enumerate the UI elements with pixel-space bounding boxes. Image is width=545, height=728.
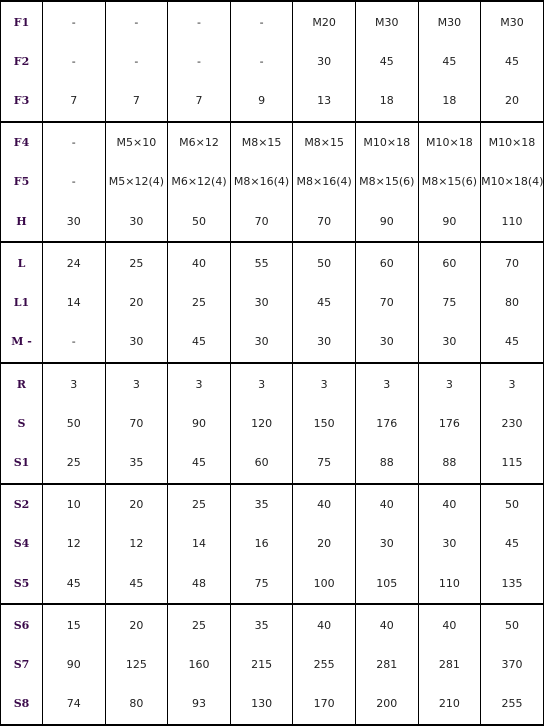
table-cell: 25 [168,604,231,646]
table-cell: 160 [168,646,231,684]
table-cell: 210 [418,683,481,725]
table-cell: 20 [105,604,168,646]
row-label: S2 [1,484,43,526]
table-cell: 70 [105,404,168,442]
table-cell: 3 [418,363,481,405]
table-cell: 7 [43,80,106,122]
table-cell: 18 [355,80,418,122]
table-cell: 30 [355,321,418,363]
table-row [1,122,544,164]
table-cell: 30 [293,321,356,363]
table-cell: 45 [481,43,544,81]
table-cell: 12 [43,525,106,563]
table-cell: 75 [293,442,356,484]
table-cell: 45 [418,43,481,81]
table-cell: 30 [293,43,356,81]
table-cell: 30 [355,525,418,563]
row-label: S5 [1,563,43,605]
table-cell: 35 [230,484,293,526]
table-cell: 30 [105,201,168,243]
row-label: L [1,242,43,284]
table-cell: 40 [418,484,481,526]
table-cell: 30 [43,201,106,243]
table-cell: M8×15 [230,122,293,164]
table-cell: 176 [418,404,481,442]
table-cell: 93 [168,683,231,725]
table-cell: 40 [355,484,418,526]
table-cell: 40 [293,484,356,526]
table-cell: - [43,163,106,201]
table-cell: 25 [168,484,231,526]
table-cell: 45 [481,525,544,563]
table-cell: 18 [418,80,481,122]
table-cell: - [168,1,231,43]
table-cell: 3 [481,363,544,405]
table-cell: M20 [293,1,356,43]
table-row [1,1,544,43]
table-row [1,683,544,725]
table-cell: 3 [293,363,356,405]
table-cell: 16 [230,525,293,563]
table-row [1,604,544,646]
table-cell: 80 [481,284,544,322]
row-label: F4 [1,122,43,164]
table-cell: 40 [418,604,481,646]
table-cell: 255 [293,646,356,684]
table-cell: 70 [230,201,293,243]
table-row [1,525,544,563]
table-cell: - [105,43,168,81]
table-cell: 20 [293,525,356,563]
table-cell: 176 [355,404,418,442]
table-row [1,163,544,201]
table-cell: 30 [418,525,481,563]
table-row [1,321,544,363]
table-cell: 10 [43,484,106,526]
table-cell: - [230,43,293,81]
table-cell: 100 [293,563,356,605]
table-cell: 15 [43,604,106,646]
table-cell: - [43,122,106,164]
table-cell: - [105,1,168,43]
table-cell: 130 [230,683,293,725]
table-cell: 370 [481,646,544,684]
row-label: H [1,201,43,243]
table-cell: M5×10 [105,122,168,164]
table-row [1,43,544,81]
table-cell: M6×12 [168,122,231,164]
table-cell: 3 [168,363,231,405]
table-cell: 20 [105,484,168,526]
table-cell: - [230,1,293,43]
table-cell: 60 [355,242,418,284]
table-cell: 20 [105,284,168,322]
table-cell: 90 [43,646,106,684]
table-cell: 50 [481,604,544,646]
table-cell: 30 [230,321,293,363]
table-cell: 281 [418,646,481,684]
table-cell: 88 [418,442,481,484]
row-label: S7 [1,646,43,684]
table-cell: 14 [43,284,106,322]
table-cell: M30 [418,1,481,43]
table-cell: 45 [43,563,106,605]
table-cell: 45 [168,442,231,484]
table-cell: 25 [43,442,106,484]
row-label: S6 [1,604,43,646]
table-cell: 30 [230,284,293,322]
table-cell: 105 [355,563,418,605]
table-row [1,404,544,442]
table-cell: 135 [481,563,544,605]
table-cell: 110 [418,563,481,605]
table-cell: - [168,43,231,81]
table-cell: M8×16(4) [230,163,293,201]
table-cell: 40 [355,604,418,646]
table-row [1,484,544,526]
table-cell: M8×15(6) [355,163,418,201]
table-cell: - [43,1,106,43]
table-cell: 45 [355,43,418,81]
table-cell: 255 [481,683,544,725]
row-label: S [1,404,43,442]
table-cell: 90 [168,404,231,442]
table-cell: 30 [105,321,168,363]
table-cell: 24 [43,242,106,284]
table-cell: 90 [418,201,481,243]
row-label: F2 [1,43,43,81]
table-cell: - [43,43,106,81]
table-cell: 50 [293,242,356,284]
table-cell: M8×16(4) [293,163,356,201]
table-cell: 75 [418,284,481,322]
table-cell: 45 [105,563,168,605]
table-cell: 50 [168,201,231,243]
table-cell: 150 [293,404,356,442]
table-cell: M10×18(4) [481,163,544,201]
table-cell: M8×15(6) [418,163,481,201]
table-row [1,284,544,322]
table-cell: 48 [168,563,231,605]
table-cell: 30 [418,321,481,363]
table-cell: 55 [230,242,293,284]
table-cell: 50 [481,484,544,526]
table-cell: M8×15 [293,122,356,164]
table-cell: 35 [230,604,293,646]
table-cell: 12 [105,525,168,563]
table-cell: 3 [355,363,418,405]
table-cell: - [43,321,106,363]
table-cell: 14 [168,525,231,563]
row-label: F5 [1,163,43,201]
table-cell: M10×18 [355,122,418,164]
table-row [1,80,544,122]
table-cell: 90 [355,201,418,243]
table-cell: 74 [43,683,106,725]
table-cell: 70 [355,284,418,322]
table-cell: 50 [43,404,106,442]
table-cell: M5×12(4) [105,163,168,201]
table-cell: 281 [355,646,418,684]
table-cell: M6×12(4) [168,163,231,201]
table-cell: 115 [481,442,544,484]
table-cell: 45 [293,284,356,322]
table-cell: 60 [230,442,293,484]
table-row [1,201,544,243]
table-cell: M10×18 [481,122,544,164]
row-label: S1 [1,442,43,484]
table-cell: 35 [105,442,168,484]
row-label: M - [1,321,43,363]
table-cell: 9 [230,80,293,122]
table-cell: 80 [105,683,168,725]
row-label: F1 [1,1,43,43]
table-cell: M10×18 [418,122,481,164]
table-cell: 45 [168,321,231,363]
table-row [1,563,544,605]
row-label: S8 [1,683,43,725]
table-cell: 3 [43,363,106,405]
table-cell: M30 [481,1,544,43]
table-cell: 7 [168,80,231,122]
table-cell: 125 [105,646,168,684]
table-cell: 25 [105,242,168,284]
table-cell: 40 [168,242,231,284]
table-cell: 88 [355,442,418,484]
table-cell: 13 [293,80,356,122]
table-row [1,363,544,405]
table-row [1,646,544,684]
table-row [1,242,544,284]
table-cell: 60 [418,242,481,284]
table-cell: 170 [293,683,356,725]
row-label: R [1,363,43,405]
table-cell: 70 [481,242,544,284]
table-cell: 110 [481,201,544,243]
row-label: S4 [1,525,43,563]
table-cell: 20 [481,80,544,122]
table-cell: 215 [230,646,293,684]
table-cell: 200 [355,683,418,725]
table-cell: 70 [293,201,356,243]
table-cell: 230 [481,404,544,442]
table-cell: 120 [230,404,293,442]
table-row [1,442,544,484]
row-label: L1 [1,284,43,322]
table-cell: 7 [105,80,168,122]
table-cell: 45 [481,321,544,363]
table-cell: 75 [230,563,293,605]
row-label: F3 [1,80,43,122]
table-cell: M30 [355,1,418,43]
table-cell: 3 [105,363,168,405]
table-cell: 3 [230,363,293,405]
table-cell: 25 [168,284,231,322]
dimension-table-body [1,1,544,725]
table-cell: 40 [293,604,356,646]
